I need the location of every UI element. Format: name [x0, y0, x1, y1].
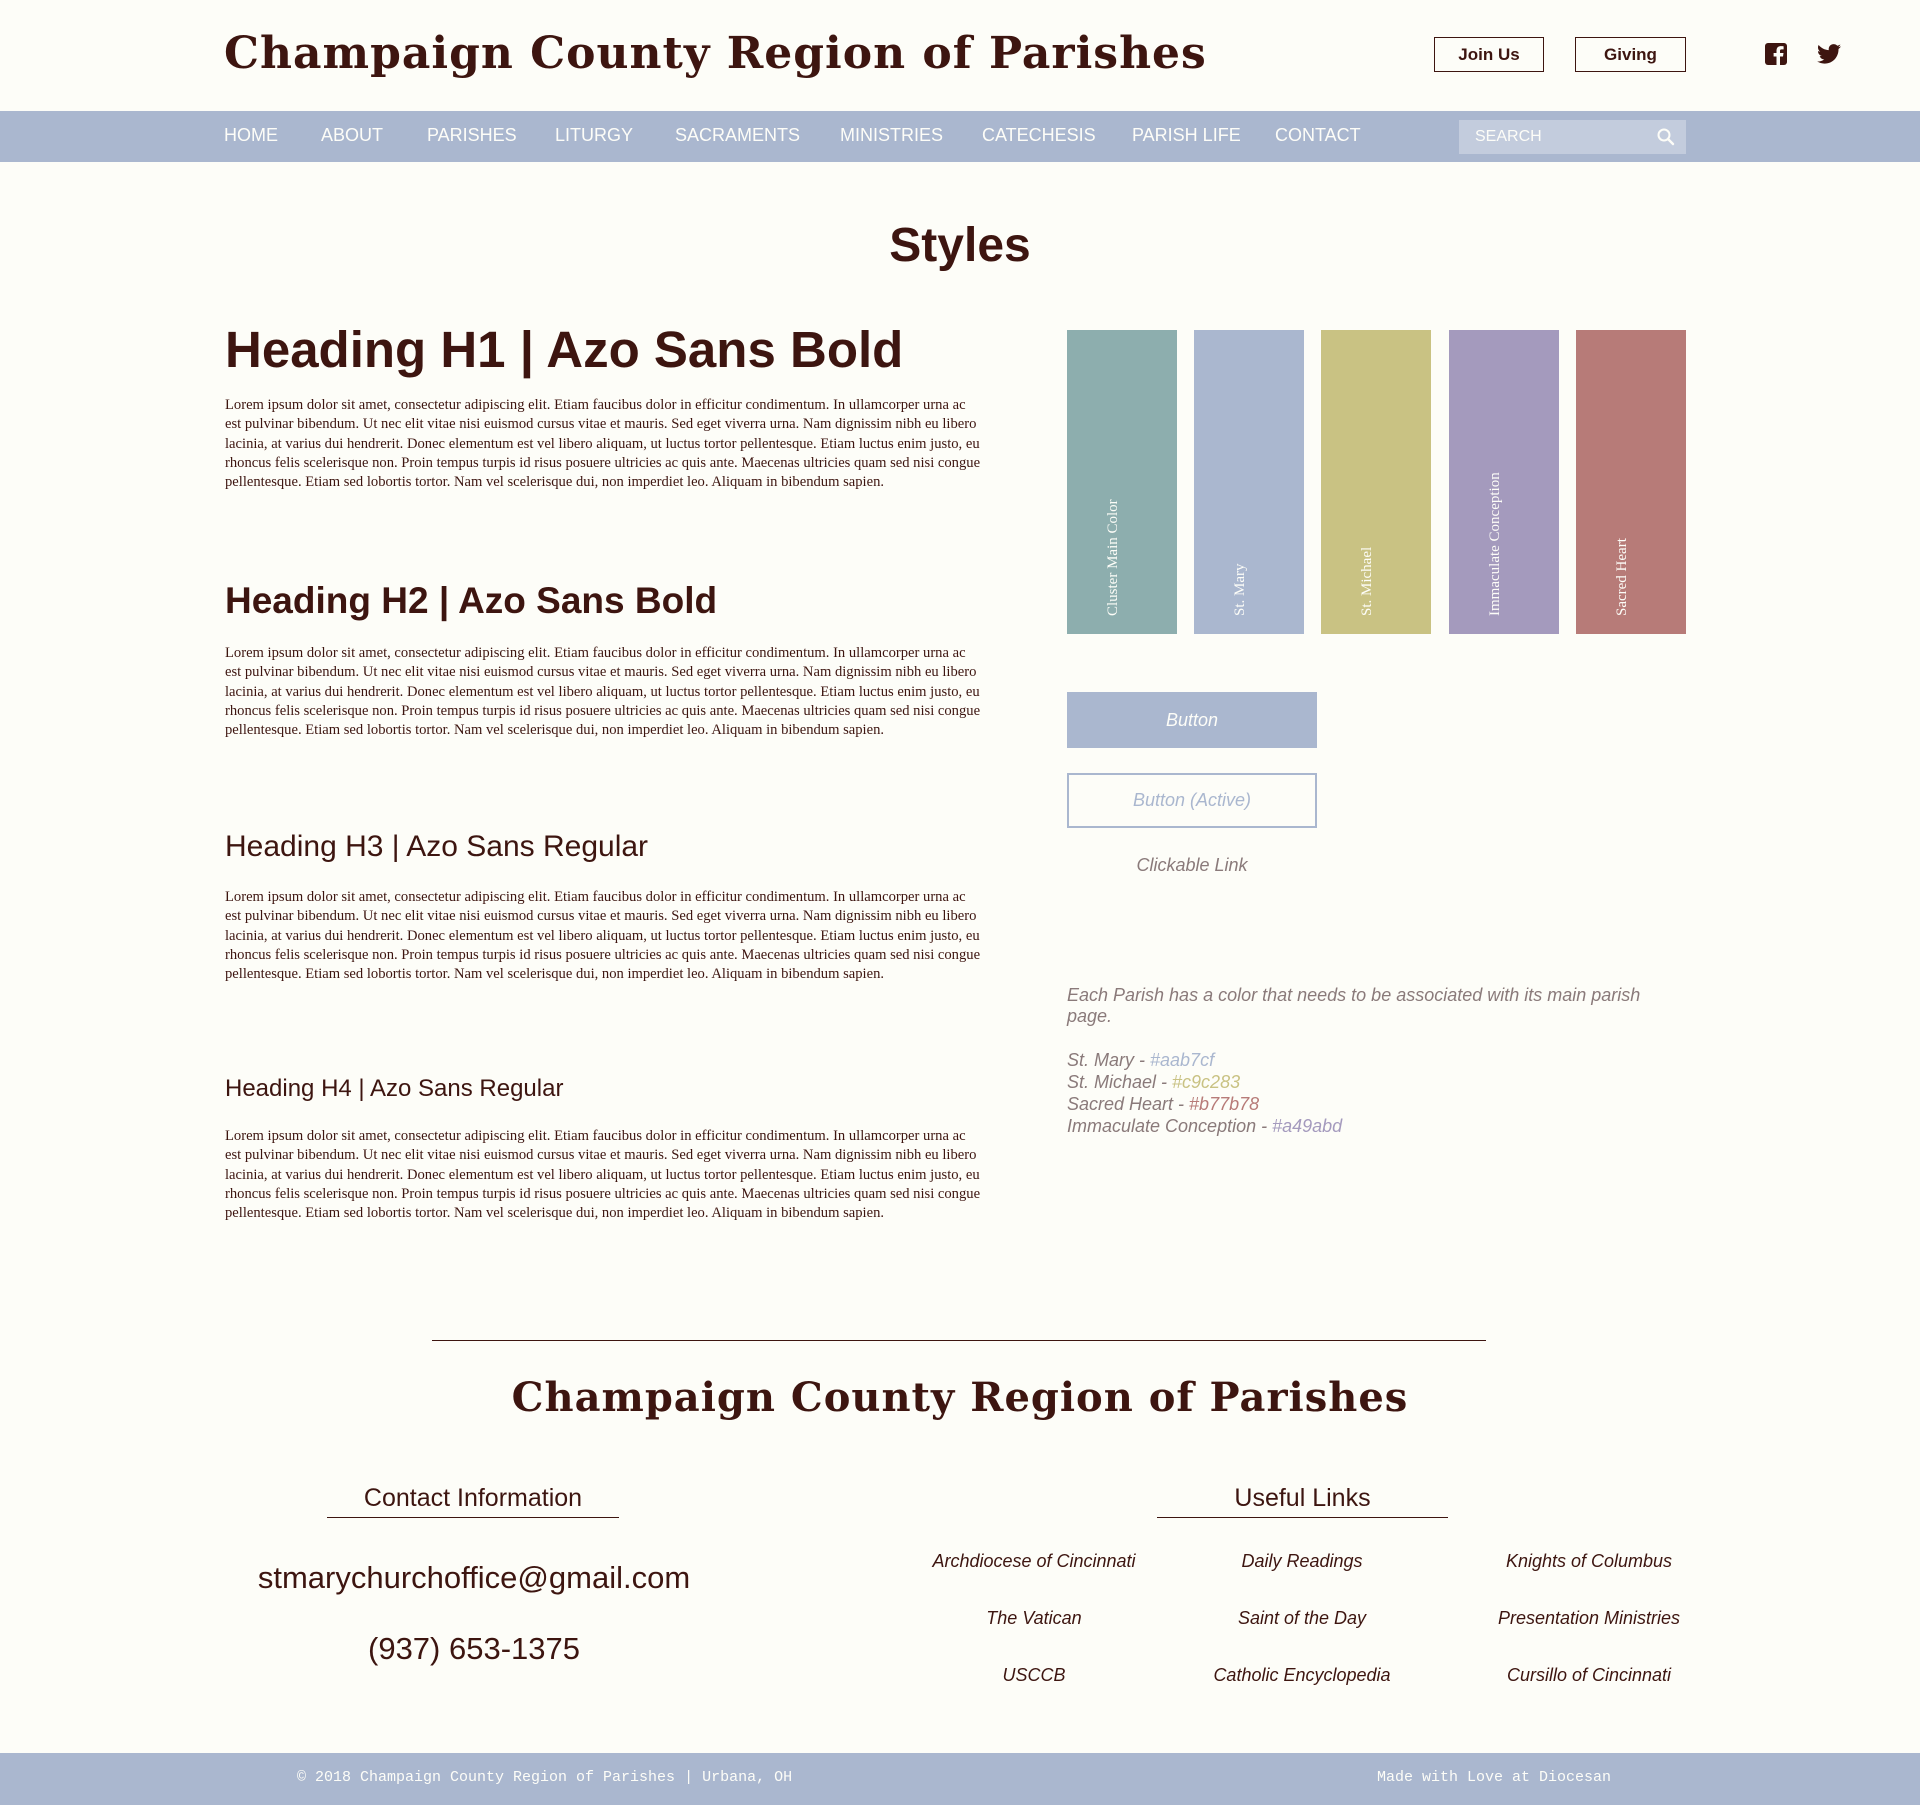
h3-body-text: Lorem ipsum dolor sit amet, consectetur adipiscing elit. Etiam faucibus dolor in efficitur condimentum. In ullamcorper urna ac est pulvinar bibendum. Ut nec elit vitae nisi euismod cursus vitae et mauris. Sed eget viverra urna. Nam dignissim nibh eu libero lacinia, at varius dui hendrerit. Donec elementum est vel libero aliquam, ut luctus tortor pellentesque. Etiam luctus enim justo, eu rhoncus felis scelerisque non. Proin tempus turpis id risus posuere ultricies ac quis ante. Maecenas ultricies quam sed nisi congue pellentesque. Etiam sed lobortis tortor. Nam vel scelerisque dui, non imperdiet leo. Aliquam in bibendum sapien.: [225, 889, 981, 983]
h4-body-text: Lorem ipsum dolor sit amet, consectetur adipiscing elit. Etiam faucibus dolor in efficitur condimentum. In ullamcorper urna ac est pulvinar bibendum. Ut nec elit vitae nisi euismod cursus vitae et mauris. Sed eget viverra urna. Nam dignissim nibh eu libero lacinia, at varius dui hendrerit. Donec elementum est vel libero aliquam, ut luctus tortor pellentesque. Etiam luctus enim justo, eu rhoncus felis scelerisque non. Proin tempus turpis id risus posuere ultricies ac quis ante. Maecenas ultricies quam sed nisi congue pellentesque. Etiam sed lobortis tortor. Nam vel scelerisque dui, non imperdiet leo. Aliquam in bibendum sapien.: [225, 1128, 981, 1222]
nav-parish-life[interactable]: PARISH LIFE: [1132, 125, 1241, 145]
hex-value: #b77b78: [1189, 1094, 1260, 1114]
copyright-text: © 2018 Champaign County Region of Parishes | Urbana, OH: [297, 1769, 793, 1786]
swatch-label: St. Michael: [1359, 546, 1375, 616]
main-nav: [0, 111, 1920, 162]
site-header: [0, 0, 1920, 111]
heading-h3-sample: Heading H3 | Azo Sans Regular: [225, 830, 649, 863]
useful-links-title: Useful Links: [1157, 1484, 1448, 1518]
site-logo[interactable]: Champaign County Region of Parishes: [224, 28, 1207, 79]
contact-email-link[interactable]: stmarychurchoffice@gmail.com: [257, 1560, 691, 1595]
search-box: [1459, 120, 1686, 154]
join-us-button[interactable]: Join Us: [1434, 37, 1544, 72]
heading-h4-sample: Heading H4 | Azo Sans Regular: [225, 1075, 564, 1102]
sample-button-active[interactable]: Button (Active): [1067, 773, 1317, 828]
giving-button[interactable]: Giving: [1575, 37, 1686, 72]
heading-h1-sample: Heading H1 | Azo Sans Bold: [225, 321, 904, 378]
nav-sacraments[interactable]: SACRAMENTS: [675, 125, 801, 145]
h1-body-text: Lorem ipsum dolor sit amet, consectetur adipiscing elit. Etiam faucibus dolor in efficitur condimentum. In ullamcorper urna ac est pulvinar bibendum. Ut nec elit vitae nisi euismod cursus vitae et mauris. Sed eget viverra urna. Nam dignissim nibh eu libero lacinia, at varius dui hendrerit. Donec elementum est vel libero aliquam, ut luctus tortor pellentesque. Etiam luctus enim justo, eu rhoncus felis scelerisque non. Proin tempus turpis id risus posuere ultricies ac quis ante. Maecenas ultricies quam sed nisi congue pellentesque. Etiam sed lobortis tortor. Nam vel scelerisque dui, non imperdiet leo. Aliquam in bibendum sapien.: [225, 397, 981, 491]
nav-catechesis[interactable]: CATECHESIS: [982, 125, 1096, 145]
parish-color-legend: [1067, 1049, 1342, 1137]
bottom-bar: [0, 1753, 1920, 1805]
link-the-vatican[interactable]: The Vatican: [986, 1608, 1082, 1628]
made-with-love-link[interactable]: Made with Love at Diocesan: [1376, 1769, 1611, 1786]
search-input[interactable]: [1459, 120, 1649, 154]
sample-button[interactable]: Button: [1067, 692, 1317, 748]
swatch-st-mary: [1194, 330, 1304, 634]
legend-row-sacred-heart: Sacred Heart - #b77b78: [1067, 1094, 1260, 1114]
hex-value: #c9c283: [1172, 1072, 1241, 1092]
h2-body-text: Lorem ipsum dolor sit amet, consectetur adipiscing elit. Etiam faucibus dolor in efficitur condimentum. In ullamcorper urna ac est pulvinar bibendum. Ut nec elit vitae nisi euismod cursus vitae et mauris. Sed eget viverra urna. Nam dignissim nibh eu libero lacinia, at varius dui hendrerit. Donec elementum est vel libero aliquam, ut luctus tortor pellentesque. Etiam luctus enim justo, eu rhoncus felis scelerisque non. Proin tempus turpis id risus posuere ultricies ac quis ante. Maecenas ultricies quam sed nisi congue pellentesque. Etiam sed lobortis tortor. Nam vel scelerisque dui, non imperdiet leo. Aliquam in bibendum sapien.: [225, 645, 981, 739]
footer-divider: [432, 1340, 1486, 1341]
swatch-immaculate-conception: [1449, 330, 1559, 634]
facebook-icon[interactable]: [1764, 42, 1788, 66]
swatch-sacred-heart: [1576, 330, 1686, 634]
legend-row-st-michael: St. Michael - #c9c283: [1067, 1072, 1241, 1092]
twitter-icon[interactable]: [1817, 42, 1841, 66]
swatch-label: Immaculate Conception: [1487, 472, 1503, 616]
link-usccb[interactable]: USCCB: [1002, 1665, 1066, 1685]
link-saint-of-the-day[interactable]: Saint of the Day: [1237, 1608, 1367, 1628]
footer-logo: Champaign County Region of Parishes: [511, 1374, 1409, 1421]
hex-value: #a49abd: [1272, 1116, 1343, 1136]
swatch-label: Cluster Main Color: [1105, 499, 1121, 616]
hex-value: #aab7cf: [1150, 1050, 1215, 1070]
contact-info-title: Contact Information: [327, 1484, 619, 1518]
link-knights-of-columbus[interactable]: Knights of Columbus: [1505, 1551, 1673, 1571]
swatch-label: St. Mary: [1232, 563, 1248, 616]
parish-color-note: Each Parish has a color that needs to be associated with its main parish page.: [1067, 985, 1641, 1026]
nav-ministries[interactable]: MINISTRIES: [840, 125, 944, 145]
link-archdiocese-of-cincinnati[interactable]: Archdiocese of Cincinnati: [932, 1551, 1136, 1571]
link-cursillo-of-cincinnati[interactable]: Cursillo of Cincinnati: [1506, 1665, 1672, 1685]
nav-home[interactable]: HOME: [224, 125, 278, 145]
swatch-label: Sacred Heart: [1614, 538, 1630, 616]
page-title: Styles: [889, 219, 1031, 272]
swatch-st-michael: [1321, 330, 1431, 634]
nav-contact[interactable]: CONTACT: [1275, 125, 1361, 145]
nav-liturgy[interactable]: LITURGY: [555, 125, 634, 145]
nav-about[interactable]: ABOUT: [321, 125, 384, 145]
legend-row-immaculate-conception: Immaculate Conception - #a49abd: [1067, 1116, 1343, 1136]
legend-row-st-mary: St. Mary - #aab7cf: [1067, 1050, 1215, 1070]
link-presentation-ministries[interactable]: Presentation Ministries: [1497, 1608, 1681, 1628]
swatch-cluster-main: [1067, 330, 1177, 634]
nav-parishes[interactable]: PARISHES: [427, 125, 517, 145]
link-catholic-encyclopedia[interactable]: Catholic Encyclopedia: [1213, 1665, 1391, 1685]
contact-phone-link[interactable]: (937) 653-1375: [368, 1631, 580, 1666]
sample-clickable-link[interactable]: Clickable Link: [1136, 855, 1248, 875]
search-icon[interactable]: [1656, 127, 1676, 147]
link-daily-readings[interactable]: Daily Readings: [1241, 1551, 1363, 1571]
heading-h2-sample: Heading H2 | Azo Sans Bold: [225, 580, 718, 621]
